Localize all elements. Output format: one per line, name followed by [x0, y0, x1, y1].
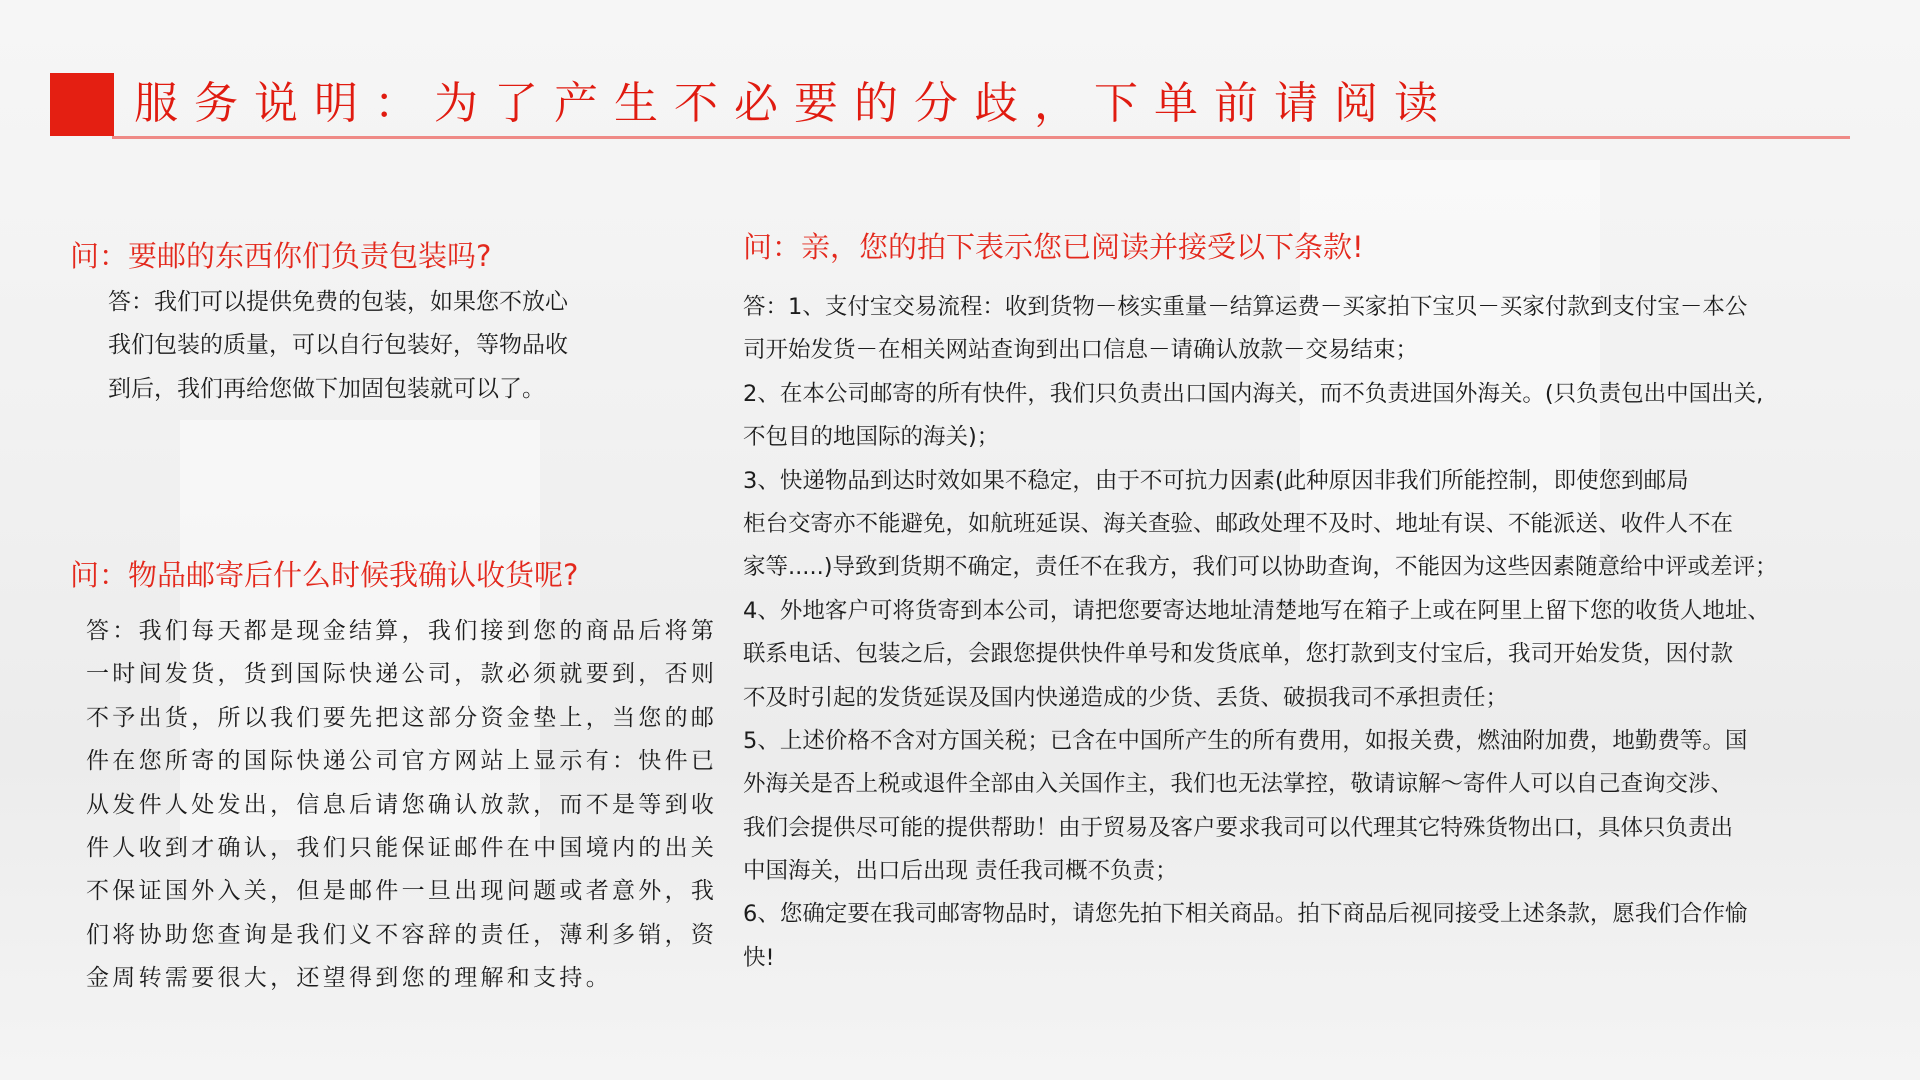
text-line: 家等.....)导致到货期不确定，责任不在我方，我们可以协助查询，不能因为这些因素随意给中评或差评；: [743, 554, 1778, 581]
text-line: 不予出货，所以我们要先把这部分资金垫上，当您的邮: [86, 704, 718, 731]
text-line: 们将协助您查询是我们义不容辞的责任，薄利多销，资: [86, 921, 718, 948]
page-title: 服务说明：为了产生不必要的分歧，下单前请阅读: [134, 78, 1454, 129]
text-line: 件人收到才确认，我们只能保证邮件在中国境内的出关: [86, 834, 718, 861]
text-line: 从发件人处发出，信息后请您确认放款，而不是等到收: [86, 791, 718, 818]
text-line: 快!: [743, 944, 775, 971]
text-line: 我们包装的质量，可以自行包装好，等物品收: [108, 332, 568, 359]
question-terms: 问：亲，您的拍下表示您已阅读并接受以下条款!: [743, 230, 1364, 264]
answer-packaging: [108, 281, 568, 411]
text-line: 中国海关，出口后出现 责任我司概不负责；: [743, 858, 1178, 885]
text-line: 柜台交寄亦不能避免，如航班延误、海关查验、邮政处理不及时、地址有误、不能派送、收件人不在: [743, 510, 1734, 537]
text-line: 联系电话、包装之后，会跟您提供快件单号和发货底单，您打款到支付宝后，我司开始发货，因付款: [743, 641, 1734, 668]
question-confirm-receipt: 问：物品邮寄后什么时候我确认收货呢?: [70, 558, 579, 592]
answer-confirm-receipt: [86, 610, 717, 1001]
text-line: 件在您所寄的国际快递公司官方网站上显示有：快件已: [86, 748, 718, 775]
text-line: 司开始发货－在相关网站查询到出口信息－请确认放款－交易结束；: [743, 337, 1419, 364]
text-line: 到后，我们再给您做下加固包装就可以了。: [108, 375, 545, 402]
text-line: 4、外地客户可将货寄到本公司，请把您要寄达地址清楚地写在箱子上或在阿里上留下您的收货人地址、: [743, 597, 1770, 624]
text-line: 外海关是否上税或退件全部由入关国作主，我们也无法掌控，敬请谅解～寄件人可以自己查询交涉、: [743, 771, 1734, 798]
text-line: 答：我们可以提供免费的包装，如果您不放心: [108, 289, 568, 315]
title-underline: [112, 136, 1850, 139]
text-line: 答：我们每天都是现金结算，我们接到您的商品后将第: [86, 618, 718, 644]
text-line: 不及时引起的发货延误及国内快递造成的少货、丢货、破损我司不承担责任；: [743, 684, 1509, 711]
text-line: 答：1、支付宝交易流程：收到货物－核实重量－结算运费－买家拍下宝贝－买家付款到支付宝－本公: [743, 294, 1748, 320]
text-line: 3、快递物品到达时效如果不稳定，由于不可抗力因素(此种原因非我们所能控制，即使您到邮局: [743, 467, 1689, 494]
text-line: 5、上述价格不含对方国关税；已含在中国所产生的所有费用，如报关费，燃油附加费，地勤费等。国: [743, 727, 1748, 754]
question-packaging: 问：要邮的东西你们负责包装吗?: [70, 239, 492, 273]
text-line: 不保证国外入关，但是邮件一旦出现问题或者意外，我: [86, 878, 718, 905]
text-line: 不包目的地国际的海关)；: [743, 424, 1000, 451]
answer-terms: [743, 286, 1778, 980]
text-line: 一时间发货，货到国际快递公司，款必须就要到，否则: [86, 661, 718, 688]
title-accent-block: [50, 73, 114, 136]
text-line: 金周转需要很大，还望得到您的理解和支持。: [86, 965, 612, 992]
text-line: 我们会提供尽可能的提供帮助！由于贸易及客户要求我司可以代理其它特殊货物出口，具体只负责出: [743, 814, 1734, 841]
text-line: 6、您确定要在我司邮寄物品时，请您先拍下相关商品。拍下商品后视同接受上述条款，愿我们合作愉: [743, 901, 1748, 928]
text-line: 2、在本公司邮寄的所有快件，我们只负责出口国内海关，而不负责进国外海关。(只负责包出中国出关,: [743, 380, 1764, 407]
